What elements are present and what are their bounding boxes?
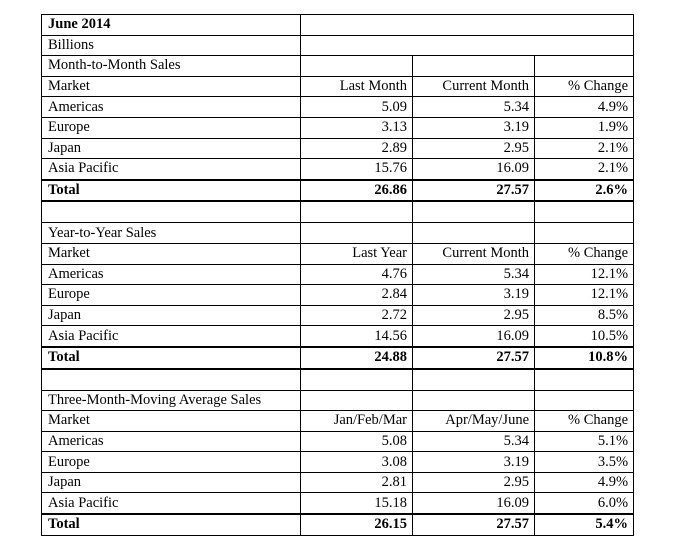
column-header-change: % Change [535,411,634,432]
blank-cell [301,369,413,391]
market-cell: Europe [42,452,301,473]
previous-value-cell: 2.72 [301,305,413,326]
total-row [42,180,634,202]
total-change-value: 10.8% [535,347,634,369]
title-row [42,15,634,36]
change-value-cell: 12.1% [535,285,634,306]
table-row [42,117,634,138]
table-row [42,305,634,326]
total-change-value: 2.6% [535,180,634,202]
table-row [42,264,634,285]
table-row [42,452,634,473]
column-header-market: Market [42,243,301,264]
column-header-previous: Last Year [301,243,413,264]
change-value-cell: 5.1% [535,431,634,452]
market-cell: Japan [42,472,301,493]
current-value-cell: 16.09 [413,159,535,180]
blank-cell [535,390,634,411]
total-current-value: 27.57 [413,347,535,369]
previous-value-cell: 2.84 [301,285,413,306]
blank-cell [301,201,413,223]
change-value-cell: 2.1% [535,138,634,159]
previous-value-cell: 15.18 [301,493,413,514]
column-header-row [42,411,634,432]
market-cell: Americas [42,264,301,285]
current-value-cell: 5.34 [413,97,535,118]
blank-cell [413,201,535,223]
blank-cell [535,223,634,244]
column-header-market: Market [42,411,301,432]
total-label: Total [42,514,301,535]
blank-cell [413,56,535,77]
previous-value-cell: 5.08 [301,431,413,452]
blank-cell [301,56,413,77]
previous-value-cell: 3.13 [301,117,413,138]
previous-value-cell: 15.76 [301,159,413,180]
spacer-row [42,201,634,223]
blank-cell [535,56,634,77]
table-row [42,326,634,347]
total-change-value: 5.4% [535,514,634,535]
section-heading: Year-to-Year Sales [42,223,301,244]
previous-value-cell: 3.08 [301,452,413,473]
blank-cell [413,223,535,244]
column-header-previous: Jan/Feb/Mar [301,411,413,432]
column-header-market: Market [42,76,301,97]
blank-cell [413,369,535,391]
section-heading-row [42,390,634,411]
current-value-cell: 2.95 [413,305,535,326]
market-cell: Japan [42,305,301,326]
column-header-current: Apr/May/June [413,411,535,432]
previous-value-cell: 2.81 [301,472,413,493]
sales-table [41,14,634,536]
total-label: Total [42,347,301,369]
market-cell: Asia Pacific [42,159,301,180]
table-row [42,138,634,159]
market-cell: Europe [42,285,301,306]
table-row [42,97,634,118]
change-value-cell: 1.9% [535,117,634,138]
blank-cell [301,223,413,244]
current-value-cell: 16.09 [413,493,535,514]
total-row [42,347,634,369]
market-cell: Europe [42,117,301,138]
market-cell: Asia Pacific [42,326,301,347]
blank-cell [42,201,301,223]
blank-cell [535,369,634,391]
current-value-cell: 2.95 [413,138,535,159]
change-value-cell: 10.5% [535,326,634,347]
market-cell: Asia Pacific [42,493,301,514]
column-header-current: Current Month [413,76,535,97]
change-value-cell: 3.5% [535,452,634,473]
title-blank-cell [301,15,634,36]
total-previous-value: 24.88 [301,347,413,369]
blank-cell [535,201,634,223]
current-value-cell: 16.09 [413,326,535,347]
table-row [42,285,634,306]
total-row [42,514,634,535]
market-cell: Japan [42,138,301,159]
column-header-previous: Last Month [301,76,413,97]
total-label: Total [42,180,301,202]
previous-value-cell: 14.56 [301,326,413,347]
market-cell: Americas [42,431,301,452]
table-row [42,472,634,493]
blank-cell [42,369,301,391]
total-previous-value: 26.86 [301,180,413,202]
change-value-cell: 4.9% [535,472,634,493]
change-value-cell: 6.0% [535,493,634,514]
change-value-cell: 8.5% [535,305,634,326]
previous-value-cell: 4.76 [301,264,413,285]
column-header-current: Current Month [413,243,535,264]
blank-cell [413,390,535,411]
change-value-cell: 2.1% [535,159,634,180]
current-value-cell: 5.34 [413,264,535,285]
section-heading: Three-Month-Moving Average Sales [42,390,301,411]
total-current-value: 27.57 [413,180,535,202]
column-header-row [42,243,634,264]
section-heading-row [42,56,634,77]
total-previous-value: 26.15 [301,514,413,535]
blank-cell [301,390,413,411]
table-row [42,431,634,452]
table-row [42,159,634,180]
current-value-cell: 3.19 [413,285,535,306]
section-heading: Month-to-Month Sales [42,56,301,77]
market-cell: Americas [42,97,301,118]
current-value-cell: 2.95 [413,472,535,493]
section-heading-row [42,223,634,244]
change-value-cell: 4.9% [535,97,634,118]
sales-table-body [42,15,634,536]
total-current-value: 27.57 [413,514,535,535]
current-value-cell: 3.19 [413,117,535,138]
column-header-change: % Change [535,243,634,264]
column-header-row [42,76,634,97]
previous-value-cell: 5.09 [301,97,413,118]
current-value-cell: 3.19 [413,452,535,473]
units-blank-cell [301,35,634,56]
report-title: June 2014 [42,15,301,36]
units-label: Billions [42,35,301,56]
table-row [42,493,634,514]
units-row [42,35,634,56]
spacer-row [42,369,634,391]
previous-value-cell: 2.89 [301,138,413,159]
column-header-change: % Change [535,76,634,97]
current-value-cell: 5.34 [413,431,535,452]
change-value-cell: 12.1% [535,264,634,285]
